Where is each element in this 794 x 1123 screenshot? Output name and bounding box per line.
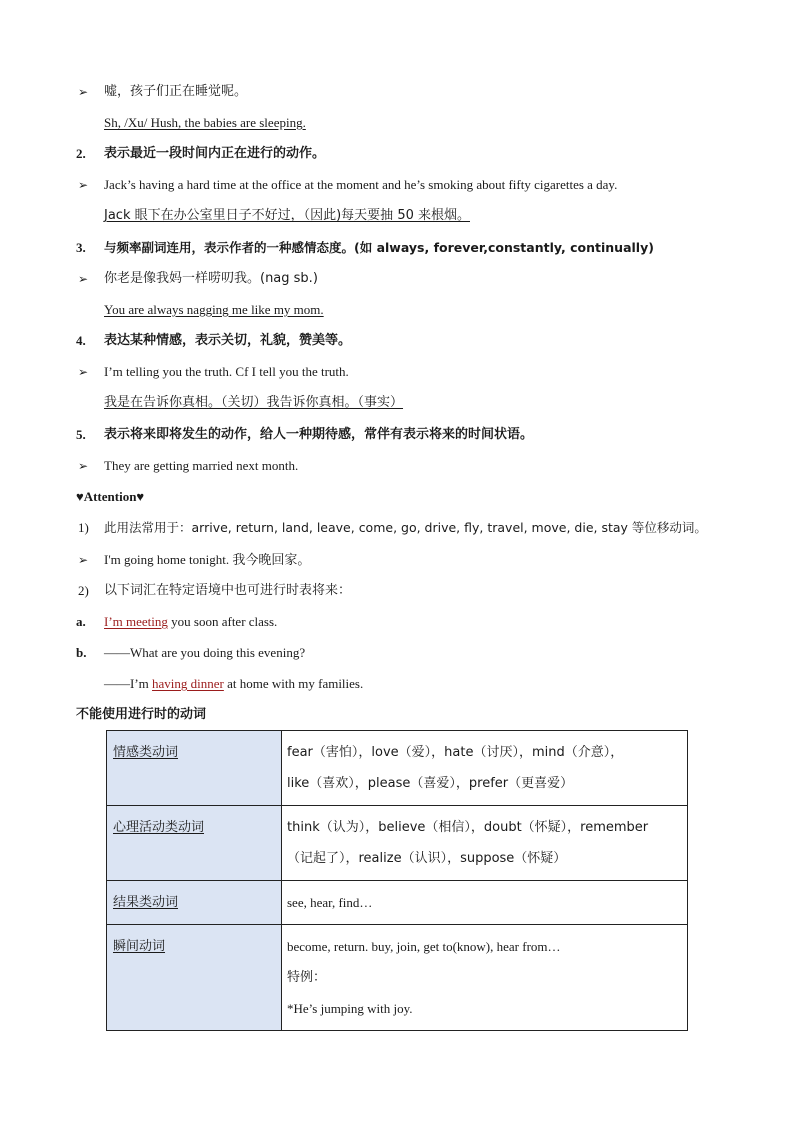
section-2-heading: 2. 表示最近一段时间内正在进行的动作。 xyxy=(76,146,326,161)
example-truth-en: ➢ I’m telling you the truth. Cf I tell you the truth. xyxy=(0,360,794,384)
attention-item-2: 2) 以下词汇在特定语境中也可进行时表将来： xyxy=(78,583,352,598)
bullet-arrow-icon: ➢ xyxy=(78,553,89,567)
example-sh-cn: ➢ 嘘，孩子们正在睡觉呢。 xyxy=(0,80,794,104)
example-sh-en: Sh, /Xu/ Hush, the babies are sleeping. xyxy=(104,115,306,130)
table-row xyxy=(107,731,688,806)
verbs-table xyxy=(106,730,688,1031)
table-category-cell: 瞬间动词 xyxy=(107,925,282,1031)
example-jack-en: ➢ Jack’s having a hard time at the office at the moment and he’s smoking about fifty cigarettes a day. xyxy=(0,173,794,197)
table-desc-cell: become, return. buy, join, get to(know), hear from… 特例： *He’s jumping with joy. xyxy=(282,925,688,1031)
section-4-heading: 4. 表达某种情感，表示关切，礼貌，赞美等。 xyxy=(76,333,352,348)
example-married: ➢ They are getting married next month. xyxy=(0,454,794,478)
section-3-heading: 3. 与频率副词连用，表示作者的一种感情态度。(如 always, forever,constantly, continually) xyxy=(76,240,654,255)
table-desc-cell: think（认为），believe（相信），doubt（怀疑），remember （记起了），realize（认识），suppose（怀疑） xyxy=(282,806,688,881)
example-truth-cn: 我是在告诉你真相。（关切）我告诉你真相。（事实） xyxy=(104,395,404,410)
example-a: a. I’m meeting you soon after class. xyxy=(76,614,278,629)
bullet-arrow-icon: ➢ xyxy=(78,178,89,192)
attention-item-1: 1) 此用法常用于：arrive, return, land, leave, come, go, drive, fly, travel, move, die, stay 等位移动词。 xyxy=(78,520,707,535)
table-desc-cell: fear（害怕），love（爱），hate（讨厌），mind（介意）， like（喜欢），please（喜爱），prefer（更喜爱） xyxy=(282,731,688,806)
example-b-line1: b. ——What are you doing this evening? xyxy=(76,645,306,660)
example-jack-cn: Jack 眼下在办公室里日子不好过，（因此)每天要抽 50 来根烟。 xyxy=(104,208,470,223)
table-category-cell: 情感类动词 xyxy=(107,731,282,806)
table-row xyxy=(107,881,688,925)
table-category-cell: 结果类动词 xyxy=(107,881,282,925)
bullet-arrow-icon: ➢ xyxy=(78,459,89,473)
example-nag-cn: ➢ 你老是像我妈一样唠叨我。(nag sb.) xyxy=(0,267,794,291)
example-nag-en: You are always nagging me like my mom. xyxy=(104,302,324,317)
bullet-arrow-icon: ➢ xyxy=(78,365,89,379)
highlight-having-dinner: having dinner xyxy=(152,676,224,691)
table-category-cell: 心理活动类动词 xyxy=(107,806,282,881)
table-desc-cell: see, hear, find… xyxy=(282,881,688,925)
table-row xyxy=(107,806,688,881)
section-5-heading: 5. 表示将来即将发生的动作，给人一种期待感，常伴有表示将来的时间状语。 xyxy=(76,427,534,442)
table-title: 不能使用进行时的动词 xyxy=(76,707,207,722)
example-home: ➢ I'm going home tonight. 我今晚回家。 xyxy=(0,548,794,572)
attention-heading: ♥Attention♥ xyxy=(76,489,145,504)
bullet-arrow-icon: ➢ xyxy=(78,272,89,286)
bullet-arrow-icon: ➢ xyxy=(78,85,89,99)
highlight-im-meeting: I’m meeting xyxy=(104,614,168,629)
table-row xyxy=(107,925,688,1031)
example-b-line2: ——I’m having dinner at home with my families. xyxy=(104,676,364,691)
